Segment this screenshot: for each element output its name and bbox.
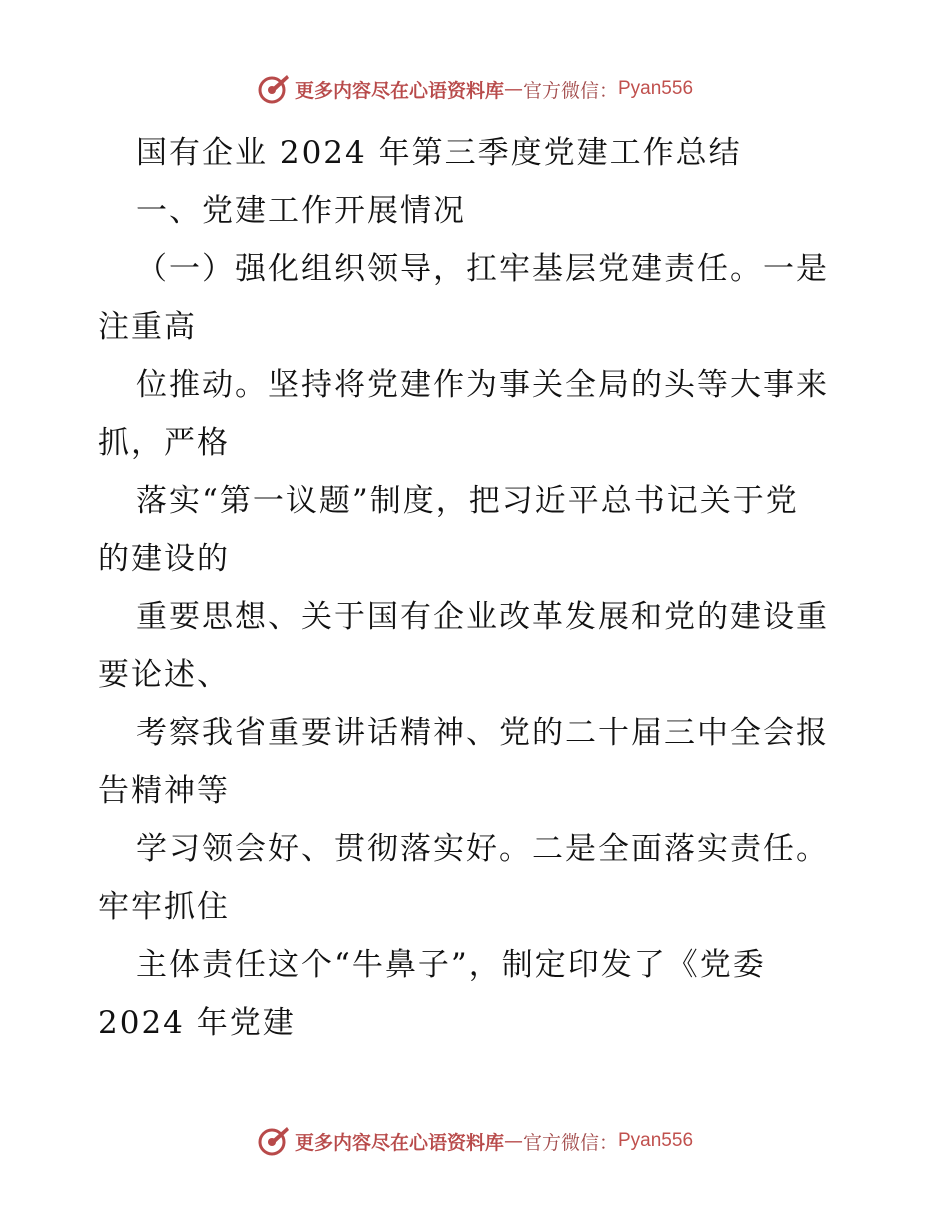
body-line: 主体责任这个“牛鼻子”，制定印发了《党委 (136, 947, 766, 983)
body-line: 考察我省重要讲话精神、党的二十届三中全会报 (136, 715, 829, 751)
body-line: 注重高 (98, 309, 197, 345)
body-line: 抓，严格 (98, 425, 230, 461)
header-watermark (0, 72, 950, 106)
watermark-sub-text: 官方微信： (522, 1131, 618, 1154)
body-line: 位推动。坚持将党建作为事关全局的头等大事来 (136, 367, 829, 403)
body-line: 牢牢抓住 (98, 889, 230, 925)
body-line: 学习领会好、贯彻落实好。二是全面落实责任。 (136, 831, 829, 867)
watermark-wechat-id: Pyan556 (618, 1130, 694, 1151)
body-line: 落实“第一议题”制度，把习近平总书记关于党 (136, 483, 799, 519)
watermark-separator: — (503, 1130, 523, 1152)
watermark-main-text: 更多内容尽在心语资料库 (294, 79, 504, 102)
pen-circle-logo-icon (257, 1124, 291, 1158)
section-heading: 一、党建工作开展情况 (136, 193, 466, 229)
body-line: 重要思想、关于国有企业改革发展和党的建设重 (136, 599, 829, 635)
watermark-main-text: 更多内容尽在心语资料库 (294, 1131, 504, 1154)
body-line: 要论述、 (98, 657, 230, 693)
body-line: 告精神等 (98, 773, 230, 809)
footer-watermark (0, 1124, 950, 1158)
body-line: （一）强化组织领导，扛牢基层党建责任。一是 (136, 251, 829, 287)
document-title: 国有企业 2024 年第三季度党建工作总结 (136, 135, 742, 171)
document-body (98, 124, 858, 1052)
watermark-wechat-id: Pyan556 (618, 78, 694, 99)
pen-circle-logo-icon (257, 72, 291, 106)
body-line: 2024 年党建 (98, 1005, 296, 1041)
watermark-separator: — (503, 78, 523, 100)
watermark-sub-text: 官方微信： (522, 79, 618, 102)
body-line: 的建设的 (98, 541, 230, 577)
